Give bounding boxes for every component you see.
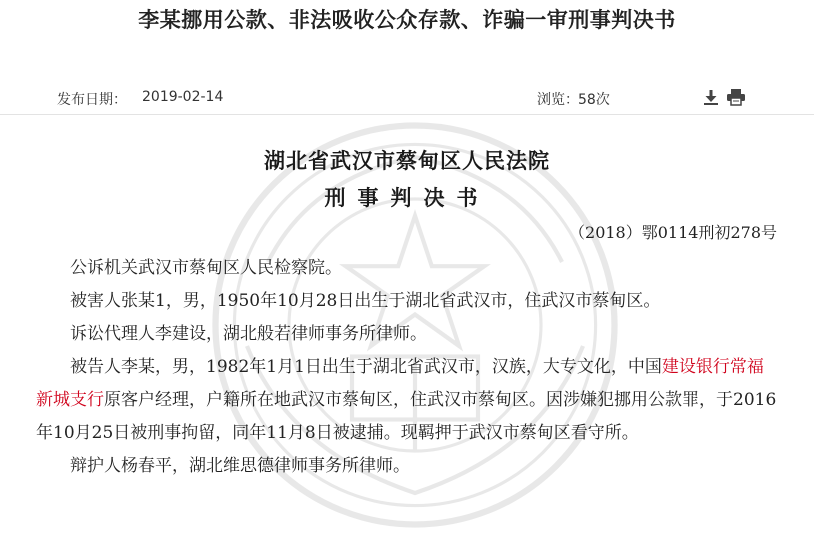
defender-paragraph: 辩护人杨春平，湖北维思德律师事务所律师。: [70, 456, 410, 476]
victim-paragraph: 被害人张某1，男，1950年10月28日出生于湖北省武汉市，住武汉市蔡甸区。: [70, 291, 661, 311]
bank-branch-link[interactable]: 建设银行常福新城支行: [36, 357, 764, 410]
prosecutor-paragraph: 公诉机关武汉市蔡甸区人民检察院。: [70, 258, 342, 278]
defendant-text-before: 被告人李某，男，1982年1月1日出生于湖北省武汉市，汉族，大专文化，中国: [70, 357, 662, 377]
publish-date-label: 发布日期：: [57, 92, 127, 108]
court-name: 湖北省武汉市蔡甸区人民法院: [264, 149, 550, 173]
defendant-text-after: 原客户经理，户籍所在地武汉市蔡甸区，住武汉市蔡甸区。因涉嫌犯挪用公款罪，于2016年10月25日被刑事拘留，同年11月8日被逮捕。现羁押于武汉市蔡甸区看守所。: [36, 390, 777, 443]
document-type: 刑事判决书: [324, 186, 490, 210]
document-actions: [702, 88, 746, 106]
agent-paragraph: 诉讼代理人李建设，湖北般若律师事务所律师。: [70, 324, 427, 344]
meta-bar: [0, 84, 814, 115]
page-title: 李某挪用公款、非法吸收公众存款、诈骗一审刑事判决书: [138, 8, 676, 32]
views-count: 58次: [578, 92, 610, 108]
publish-date-value: 2019-02-14: [142, 89, 224, 105]
print-icon[interactable]: [726, 88, 746, 106]
views-label: 浏览：: [537, 92, 579, 108]
download-icon[interactable]: [702, 88, 720, 106]
case-number: （2018）鄂0114刑初278号: [569, 223, 777, 242]
defendant-paragraph: [36, 351, 780, 450]
document-body: [36, 252, 780, 483]
